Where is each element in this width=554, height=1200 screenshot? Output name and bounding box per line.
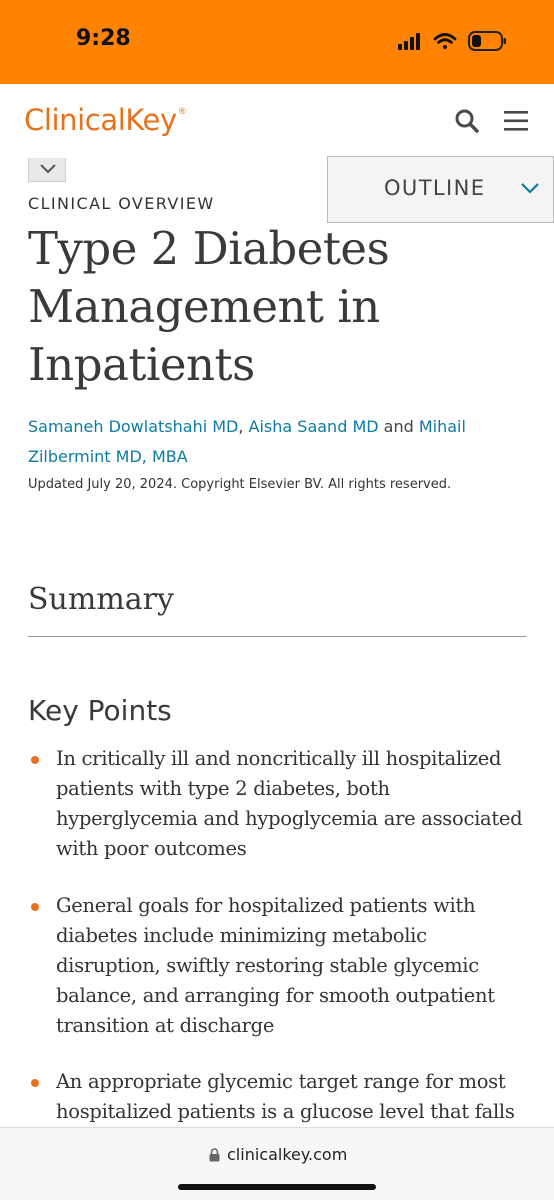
author-link[interactable]: Mihail Zilbermint MD, MBA <box>28 417 466 466</box>
app-header <box>0 84 554 158</box>
key-point-text: General goals for hospitalized patients with diabetes include minimizing metabolic disruption, swiftly restoring stable glycemic balance, and arranging for smooth outpatient transition at discharge <box>56 894 495 1037</box>
wifi-icon <box>435 35 455 50</box>
summary-divider <box>28 636 526 637</box>
key-point-text: An appropriate glycemic target range for most hospitalized patients is a glucose level that falls <box>56 1070 515 1123</box>
lock-icon <box>209 1148 220 1162</box>
status-time: 9:28 <box>76 26 131 51</box>
url-text: clinicalkey.com <box>227 1145 348 1164</box>
updated-copyright: Updated July 20, 2024. Copyright Elsevier BV. All rights reserved. <box>28 477 452 492</box>
status-bar <box>0 0 554 84</box>
logo-text: ClinicalKey <box>24 103 177 137</box>
home-indicator[interactable] <box>178 1184 376 1190</box>
key-point-item <box>56 1067 532 1127</box>
bullet-dot <box>31 756 39 764</box>
summary-heading: Summary <box>28 582 174 617</box>
key-point-item <box>56 744 532 864</box>
bullet-dot <box>31 1079 39 1087</box>
key-point-item <box>56 891 532 1041</box>
menu-button[interactable] <box>503 108 529 134</box>
collapse-button[interactable] <box>28 158 66 182</box>
browser-url-bar[interactable] <box>0 1127 554 1200</box>
author-separator: and <box>378 417 419 436</box>
status-icons <box>396 30 508 54</box>
outline-label: OUTLINE <box>384 176 486 200</box>
key-points-heading: Key Points <box>28 694 172 727</box>
battery-icon <box>469 32 506 50</box>
key-point-text: In critically ill and noncritically ill hospitalized patients with type 2 diabetes, both hyperglycemia and hypoglycemia are associated with poor outcomes <box>56 747 523 860</box>
author-link[interactable]: Aisha Saand MD <box>248 417 379 436</box>
chevron-down-icon <box>520 182 540 194</box>
search-icon <box>454 108 480 134</box>
signal-icon <box>398 33 420 50</box>
chevron-down-icon <box>39 163 57 175</box>
search-button[interactable] <box>454 108 480 134</box>
author-separator: , <box>238 417 249 436</box>
registered-mark: ® <box>177 107 187 117</box>
clinicalkey-logo[interactable] <box>24 103 186 137</box>
outline-button[interactable] <box>327 156 554 223</box>
article-category: CLINICAL OVERVIEW <box>28 194 215 213</box>
article-title: Type 2 Diabetes Management in Inpatients <box>28 222 390 391</box>
author-list <box>28 412 528 472</box>
menu-icon <box>503 108 529 134</box>
bullet-dot <box>31 903 39 911</box>
author-link[interactable]: Samaneh Dowlatshahi MD <box>28 417 239 436</box>
